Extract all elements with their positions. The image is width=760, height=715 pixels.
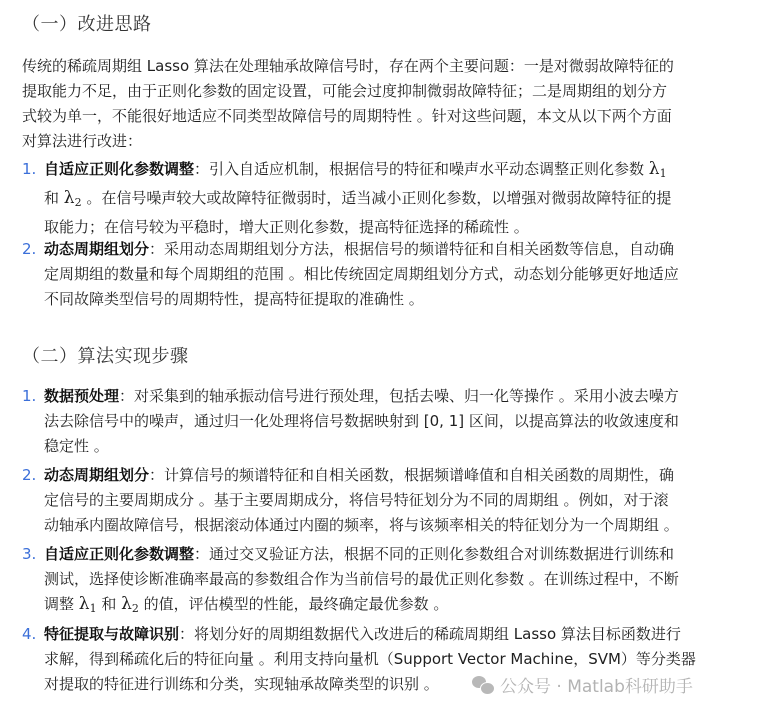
item-text: ：对采集到的轴承振动信号进行预处理，包括去噪、归一化等操作 。采用小波去噪方 xyxy=(119,387,679,405)
list-number: 3. xyxy=(22,545,37,563)
watermark-text: 公众号 · Matlab科研助手 xyxy=(500,677,693,697)
text-line: 传统的稀疏周期组 Lasso 算法在处理轴承故障信号时，存在两个主要问题：一是对微弱故障特征的 xyxy=(22,57,674,75)
item-text: 求解，得到稀疏化后的特征向量 。利用支持向量机（Support Vector Machine，SVM）等分类器 xyxy=(44,650,696,668)
list-body xyxy=(44,237,724,312)
item-heading: 特征提取与故障识别 xyxy=(44,625,180,643)
item-heading: 动态周期组划分 xyxy=(44,466,150,484)
lambda-symbol: $\lambda_1$ xyxy=(648,159,667,180)
item-text: 和 xyxy=(44,189,64,207)
item-heading: 自适应正则化参数调整 xyxy=(44,160,195,178)
item-text: ：采用动态周期组划分方法，根据信号的频谱特征和自相关函数等信息，自动确 xyxy=(149,240,675,258)
list-number: 4. xyxy=(22,625,37,643)
item-text: 稳定性 。 xyxy=(44,437,109,455)
item-text: ：计算信号的频谱特征和自相关函数，根据频谱峰值和自相关函数的周期性，确 xyxy=(149,466,675,484)
watermark xyxy=(472,672,693,697)
item-text: 调整 xyxy=(44,595,79,613)
list-body xyxy=(44,157,724,240)
list-number: 2. xyxy=(22,240,37,258)
list-number: 1. xyxy=(22,387,37,405)
item-text: 取能力；在信号较为平稳时，增大正则化参数，提高特征选择的稀疏性 。 xyxy=(44,218,529,236)
intro-paragraph xyxy=(22,54,722,154)
item-text: 动轴承内圈故障信号，根据滚动体通过内圈的频率，将与该频率相关的特征划分为一个周期组 。 xyxy=(44,516,679,534)
item-text: 的值，评估模型的性能，最终确定最优参数 。 xyxy=(138,595,449,613)
item-heading: 自适应正则化参数调整 xyxy=(44,545,195,563)
text-line: 对算法进行改进： xyxy=(22,132,143,150)
lambda-symbol: $\lambda_2$ xyxy=(63,188,82,209)
item-text: 定周期组的数量和每个周期组的范围 。相比传统固定周期组划分方式，动态划分能够更好地适应 xyxy=(44,265,679,283)
list-body xyxy=(44,384,724,459)
list-body xyxy=(44,463,724,538)
item-text: ：通过交叉验证方法，根据不同的正则化参数组合对训练数据进行训练和 xyxy=(194,545,675,563)
list-body xyxy=(44,542,724,621)
item-heading: 数据预处理 xyxy=(44,387,120,405)
lambda-symbol: $\lambda_2$ xyxy=(121,594,139,615)
text-line: 提取能力不足，由于正则化参数的固定设置，可能会过度抑制微弱故障特征；二是周期组的划分方 xyxy=(22,82,668,100)
item-text: 。在信号噪声较大或故障特征微弱时，适当减小正则化参数，以增强对微弱故障特征的提 xyxy=(81,189,672,207)
item-text: 测试，选择使诊断准确率最高的参数组合作为当前信号的最优正则化参数 。在训练过程中，不断 xyxy=(44,570,679,588)
item-text: 法去除信号中的噪声，通过归一化处理将信号数据映射到 [0, 1] 区间，以提高算法的收敛速度和 xyxy=(44,412,679,430)
item-text: 和 xyxy=(96,595,122,613)
text-line: 式较为单一，不能很好地适应不同类型故障信号的周期特性 。针对这些问题，本文从以下两个方面 xyxy=(22,107,672,125)
list-number: 2. xyxy=(22,466,37,484)
section-title-improvement: （一）改进思路 xyxy=(22,14,152,35)
section-title-implementation: （二）算法实现步骤 xyxy=(22,346,189,367)
item-heading: 动态周期组划分 xyxy=(44,240,150,258)
list-number: 1. xyxy=(22,160,37,178)
lambda-symbol: $\lambda_1$ xyxy=(78,594,97,615)
wechat-icon xyxy=(472,675,494,695)
item-text: 不同故障类型信号的周期特性，提高特征提取的准确性 。 xyxy=(44,290,424,308)
item-text: ：引入自适应机制，根据信号的特征和噪声水平动态调整正则化参数 xyxy=(194,160,649,178)
item-text: 对提取的特征进行训练和分类，实现轴承故障类型的识别 。 xyxy=(44,675,439,693)
item-text: ：将划分好的周期组数据代入改进后的稀疏周期组 Lasso 算法目标函数进行 xyxy=(179,625,681,643)
item-text: 定信号的主要周期成分 。基于主要周期成分，将信号特征划分为不同的周期组 。例如，对于滚 xyxy=(44,491,669,509)
